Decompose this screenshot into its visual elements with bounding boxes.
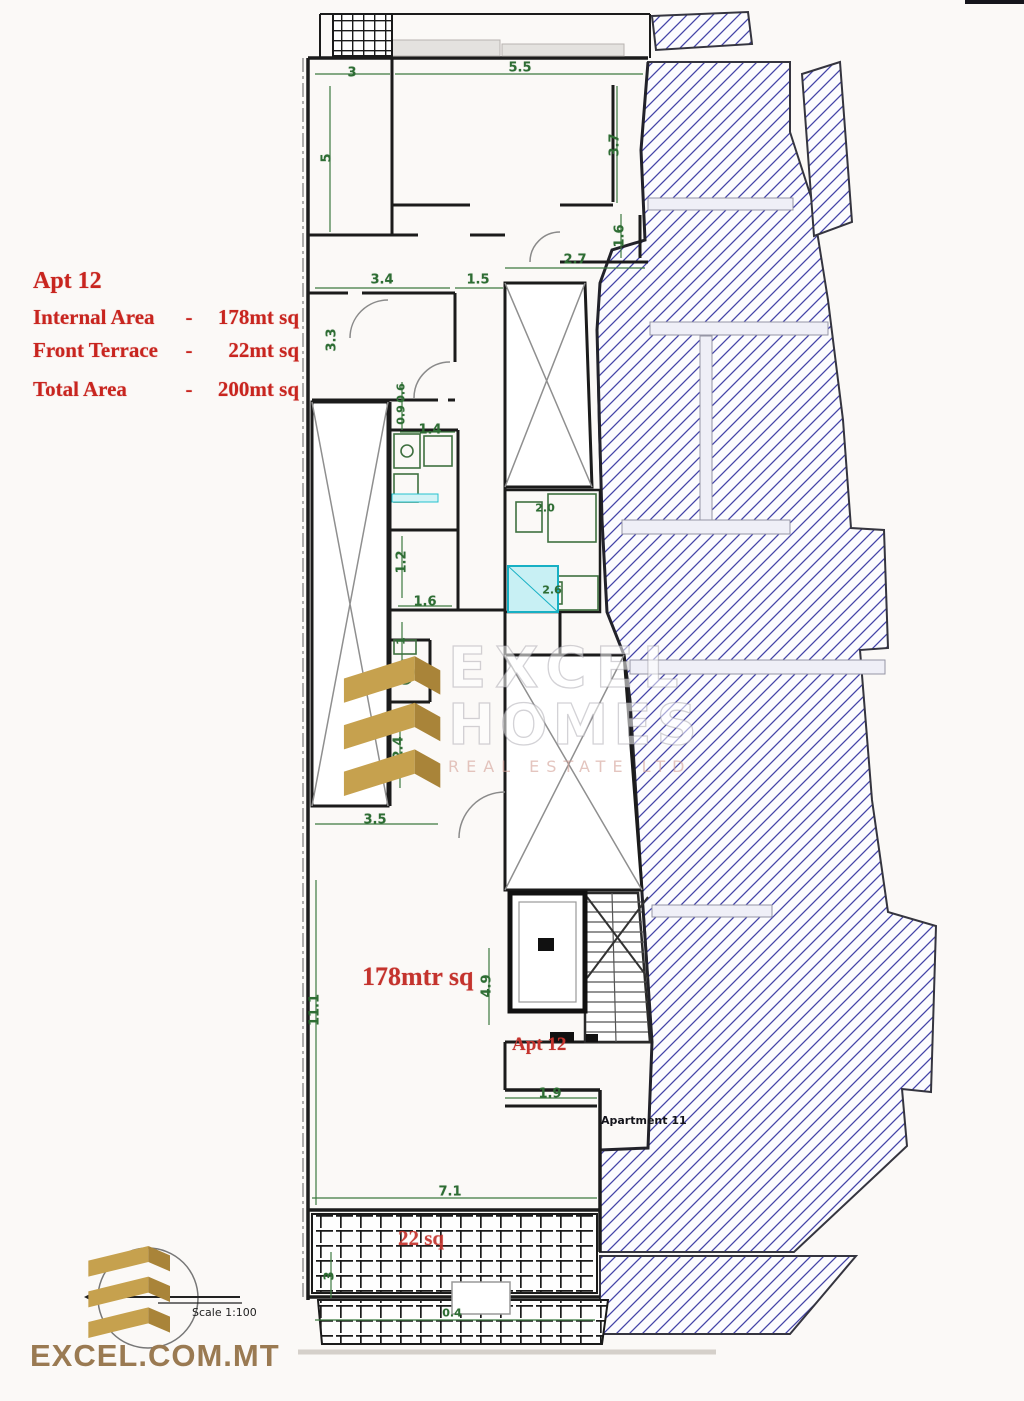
annotation-row [33,338,301,363]
dimension-label: 11.1 [307,993,323,1027]
website-label: EXCEL.COM.MT [30,1338,280,1373]
dimension-label: 1.5 [466,272,490,288]
dimension-label: 0.6 [394,383,408,403]
dimension-label: 1.9 [538,1086,562,1102]
internal-area-label: 178mtr sq [362,962,474,991]
annotation-value: 200mt sq [217,377,299,401]
annotation-label: Front Terrace [33,338,158,362]
area-annotation [33,268,301,410]
watermark-line1: EXCEL [448,636,688,701]
dimension-label: 4.9 [479,974,495,998]
dimension-label: 2.4 [391,736,407,760]
lift-shaft [510,893,585,1011]
annotation-dash: - [185,338,193,362]
dimension-label: 1.2 [394,550,410,574]
annotation-dash: - [185,305,193,329]
dimension-label: 0.9 [394,405,408,425]
annotation-row [33,305,301,330]
dimension-label: 3.3 [324,328,340,352]
annotation-row [33,377,301,402]
dimension-label: 2.7 [563,252,587,268]
void-shafts [312,283,642,890]
watermark-text [448,636,702,777]
dimension-label: 1.6 [413,594,437,610]
dimension-label: 2.0 [535,501,555,515]
annotation-label: Internal Area [33,305,155,329]
dimension-label: 0.4 [442,1306,462,1320]
watermark-line3: REAL ESTATE LTD [448,757,692,777]
dimension-label: 3.7 [607,133,623,157]
scale-label: Scale 1:100 [192,1306,257,1319]
annotation-dash: - [185,377,193,401]
dimension-label: 7.1 [438,1184,462,1200]
neighbor-apartment-label: Apartment 11 [601,1114,687,1127]
page-edge-mark [965,0,1024,4]
apartment-number-label: Apt 12 [512,1034,567,1055]
dimension-label: 3.4 [370,272,394,288]
dimension-label: 3.5 [363,812,387,828]
excel-homes-logo-watermark [340,644,458,796]
dimension-label: 3 [347,65,357,81]
dimension-label: 5 [319,153,335,163]
annotation-label: Total Area [33,377,127,401]
dimension-label: 3 [322,1271,338,1281]
excel-homes-logo-footer [85,1238,185,1338]
watermark-line2: HOMES [448,693,702,759]
dimension-label: 1 [394,637,408,645]
dimension-label: 1.6 [612,224,628,248]
annotation-value: 22mt sq [228,338,299,362]
dimension-label: 1.4 [418,422,442,438]
annotation-title: Apt 12 [33,268,102,294]
dimension-label: 2.6 [542,583,562,597]
dimension-label: 5.5 [508,60,532,76]
terrace-area-label: 22 sq [398,1226,445,1250]
annotation-value: 178mt sq [217,305,299,329]
